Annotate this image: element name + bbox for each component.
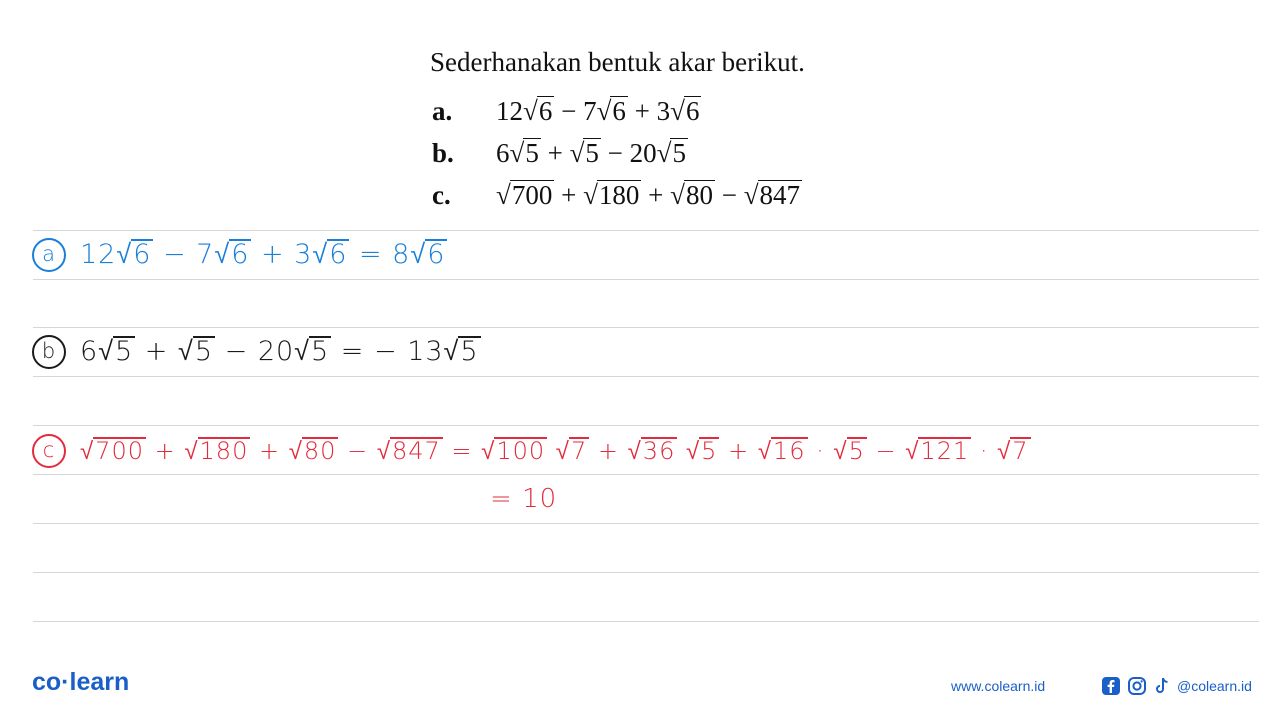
radicand: 5 [525,138,539,168]
square-root: √5 [833,437,865,465]
item-label: b. [432,138,454,168]
square-root: √700 [496,180,553,210]
operator [547,437,556,465]
solution-c-result-expression [490,484,557,514]
square-root: √5 [509,138,539,168]
radicand: 6 [133,239,152,270]
square-root: √80 [670,180,713,210]
square-root: √16 [757,437,806,465]
radicand: 80 [685,180,713,210]
coefficient: 13 [407,336,444,367]
ruled-line [33,572,1259,573]
radicand: 7 [570,437,588,465]
operator: = − [331,336,408,367]
square-root: √5 [294,336,330,367]
operator: − [554,96,584,126]
square-root: √36 [627,437,676,465]
operator: = [442,437,482,465]
square-root: √5 [443,336,479,367]
operator: − [866,437,906,465]
radicand: 847 [391,437,441,465]
square-root: √5 [656,138,686,168]
coefficient: 3 [294,239,313,270]
square-root: √7 [997,437,1029,465]
instagram-icon[interactable] [1127,676,1147,696]
radicand: 700 [511,180,553,210]
square-root: √6 [523,96,553,126]
operator: + [589,437,628,465]
radicand: 36 [642,437,676,465]
solution-b-expression [80,336,481,367]
square-root: √180 [583,180,640,210]
coefficient: 12 [80,239,117,270]
operator: · [807,437,834,465]
coefficient: 20 [629,138,657,168]
radicand: 6 [231,239,250,270]
operator: − [600,138,630,168]
operator: = [490,484,523,514]
ruled-line [33,523,1259,524]
radicand: 6 [538,96,553,126]
operator: − [153,239,197,270]
tiktok-icon[interactable] [1153,676,1171,696]
item-expression [496,90,701,132]
solution-marker-a: a [32,238,66,272]
radicand: 16 [772,437,806,465]
radicand: 5 [585,138,599,168]
square-root: √847 [743,180,801,210]
operator: + [641,180,671,210]
ruled-line [33,621,1259,622]
square-root: √6 [214,239,250,270]
operator: + [251,239,295,270]
item-label: a. [432,96,453,126]
ruled-line [33,474,1259,475]
radicand: 5 [701,437,718,465]
website-link[interactable]: www.colearn.id [951,678,1046,694]
square-root: √6 [410,239,446,270]
operator: + [719,437,758,465]
radicand: 5 [311,336,330,367]
operator: · [971,437,998,465]
item-label: c. [432,180,451,210]
operator [677,437,686,465]
problem-title: Sederhanakan bentuk akar berikut. [430,47,805,77]
problem-statement [430,44,950,216]
solution-c [32,434,1031,468]
coefficient: 7 [583,96,597,126]
solution-c-expression [80,437,1031,465]
radicand: 7 [1012,437,1029,465]
square-root: √6 [670,96,700,126]
operator: = [349,239,393,270]
radicand: 180 [199,437,249,465]
radicand: 5 [194,336,214,367]
coefficient: 12 [496,96,523,126]
solution-a-expression [80,239,447,270]
radicand: 5 [672,138,686,168]
operator: + [554,180,584,210]
radicand: 5 [460,336,479,367]
problem-item-b [430,132,950,174]
operator: − [338,437,377,465]
item-expression [496,174,802,216]
square-root: √847 [376,437,441,465]
radicand: 5 [848,437,865,465]
radicand: 6 [685,96,700,126]
operator: + [135,336,178,367]
square-root: √6 [596,96,626,126]
solution-c-result [490,484,557,514]
radicand: 6 [427,239,446,270]
radicand: 6 [612,96,626,126]
solution-b [32,335,481,369]
square-root: √100 [481,437,546,465]
coefficient: 20 [257,336,295,367]
ruled-line [33,230,1259,231]
solution-a [32,238,447,272]
problem-item-c [430,174,950,216]
coefficient: 8 [392,239,411,270]
solution-marker-c: c [32,434,66,468]
operator: − [215,336,258,367]
coefficient: 3 [656,96,671,126]
square-root: √180 [184,437,249,465]
coefficient: 6 [496,138,510,168]
square-root: √5 [178,336,214,367]
radicand: 80 [303,437,337,465]
ruled-line [33,327,1259,328]
social-handle: @colearn.id [1177,678,1252,694]
operator: + [627,96,657,126]
social-links [1101,676,1252,696]
coefficient: 10 [522,484,558,514]
square-root: √121 [905,437,970,465]
coefficient: 6 [80,336,99,367]
square-root: √5 [685,437,718,465]
square-root: √6 [312,239,348,270]
square-root: √5 [98,336,134,367]
square-root: √6 [116,239,152,270]
ruled-line [33,279,1259,280]
square-root: √5 [569,138,599,168]
operator: − [714,180,744,210]
square-root: √7 [555,437,588,465]
square-root: √700 [80,437,144,465]
radicand: 847 [759,180,801,210]
colearn-logo: co·learn [32,668,130,696]
item-expression [496,132,688,174]
ruled-line [33,425,1259,426]
operator: + [540,138,570,168]
radicand: 180 [598,180,640,210]
coefficient: 7 [196,239,215,270]
radicand: 6 [329,239,348,270]
square-root: √80 [288,437,337,465]
facebook-icon[interactable] [1101,676,1121,696]
radicand: 700 [95,437,144,465]
radicand: 100 [496,437,546,465]
problem-item-a [430,90,950,132]
solution-marker-b: b [32,335,66,369]
operator: + [145,437,185,465]
operator: + [250,437,289,465]
radicand: 121 [920,437,970,465]
ruled-line [33,376,1259,377]
radicand: 5 [115,336,134,367]
